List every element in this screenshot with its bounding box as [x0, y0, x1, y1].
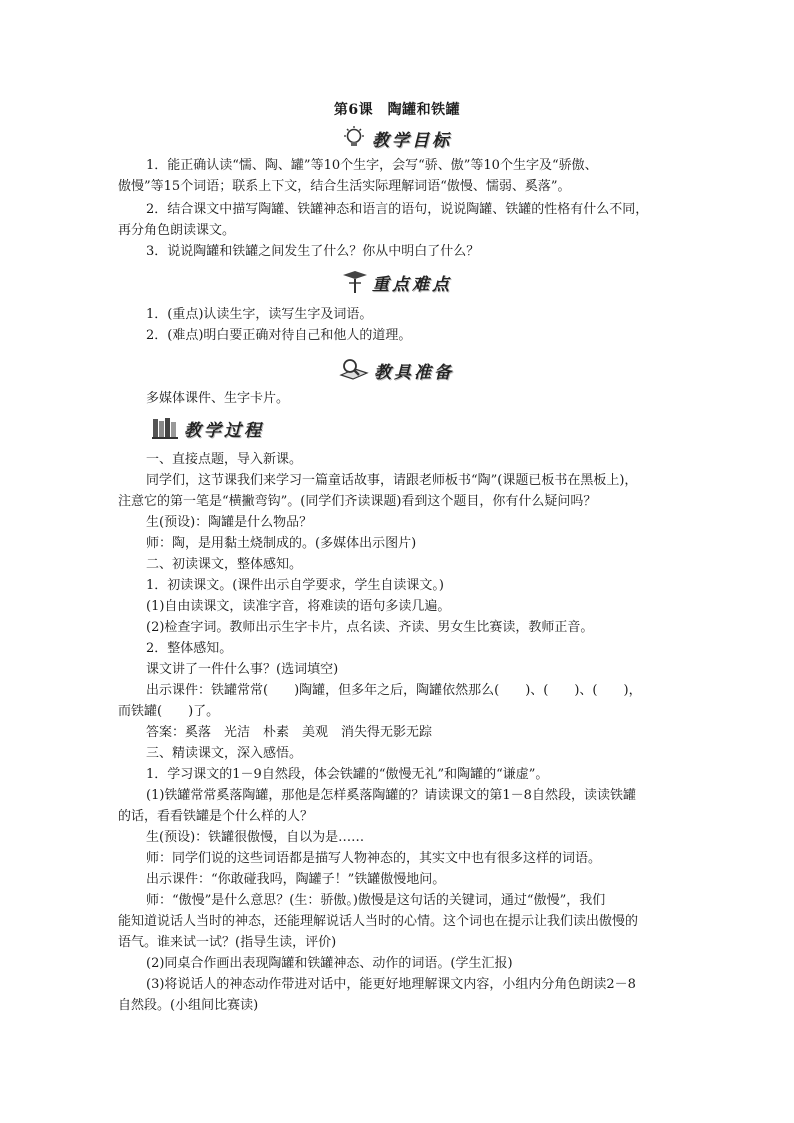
section-header-prep — [336, 356, 454, 384]
text-line: 出示课件：“你敢碰我吗，陶罐子！”铁罐傲慢地问。 — [146, 872, 446, 887]
text-line: 生(预设)：陶罐是什么物品？ — [146, 515, 313, 530]
text-line: 的话，看看铁罐是个什么样的人？ — [118, 809, 314, 824]
text-line: 出示课件：铁罐常常( )陶罐，但多年之后，陶罐依然那么( )、( )、( )， — [146, 683, 642, 698]
text-line: (1)自由读课文，读准字音，将难读的语句多读几遍。 — [146, 599, 451, 614]
text-line: 能知道说话人当时的神态，还能理解说话人当时的心情。这个词也在提示让我们读出傲慢的 — [118, 914, 639, 929]
text-line: 师：“傲慢”是什么意思？(生：骄傲。)傲慢是这句话的关键词，通过“傲慢”，我们 — [146, 893, 606, 908]
text-line: 三、精读课文，深入感悟。 — [146, 746, 303, 761]
text-line: 自然段。(小组间比赛读) — [118, 998, 259, 1013]
text-line: 一、直接点题，导入新课。 — [146, 452, 303, 467]
text-line: 3．说说陶罐和铁罐之间发生了什么？你从中明白了什么？ — [146, 244, 480, 259]
lightbulb-icon — [340, 125, 370, 151]
text-line: 再分角色朗读课文。 — [118, 223, 236, 238]
section-label: 重点难点 — [372, 274, 452, 295]
text-line: 课文讲了一件什么事？(选词填空) — [146, 662, 339, 677]
lesson-title: 第6课 陶罐和铁罐 — [333, 102, 461, 118]
section-header-process — [148, 414, 264, 442]
books-icon — [148, 415, 182, 441]
text-line: 师：陶，是用黏土烧制成的。(多媒体出示图片) — [146, 536, 417, 551]
text-line: 1．能正确认读“懦、陶、罐”等10个生字，会写“骄、傲”等10个生字及“骄傲、 — [146, 158, 598, 173]
text-line: (2)同桌合作画出表现陶罐和铁罐神态、动作的词语。(学生汇报) — [146, 956, 513, 971]
text-line: 答案：奚落 光洁 朴素 美观 消失得无影无踪 — [146, 725, 433, 740]
text-line: (2)检查字词。教师出示生字卡片，点名读、齐读、男女生比赛读，教师正音。 — [146, 620, 594, 635]
text-line: 语气。谁来试一试？(指导生读，评价) — [118, 935, 337, 950]
text-line: 1．(重点)认读生字，读写生字及词语。 — [146, 307, 373, 322]
text-line: 生(预设)：铁罐很傲慢，自以为是…… — [146, 830, 365, 845]
text-line: 二、初读课文，整体感知。 — [146, 557, 303, 572]
text-line: 而铁罐( )了。 — [118, 704, 220, 719]
section-header-goals — [340, 124, 452, 152]
text-line: 2．结合课文中描写陶罐、铁罐神态和语言的语句，说说陶罐、铁罐的性格有什么不同， — [146, 202, 649, 217]
text-line: 1．学习课文的1－9自然段，体会铁罐的“傲慢无礼”和陶罐的“谦虚”。 — [146, 767, 549, 782]
text-line: 同学们，这节课我们来学习一篇童话故事，请跟老师板书“陶”(课题已板书在黑板上)， — [146, 473, 638, 488]
text-line: 注意它的第一笔是“横撇弯钩”。(同学们齐读课题)看到这个题目，你有什么疑问吗？ — [118, 494, 597, 509]
book-magnifier-icon — [336, 357, 372, 383]
pin-icon — [340, 269, 370, 295]
text-line: 傲慢”等15个词语；联系上下文，结合生活实际理解词语“傲慢、懦弱、奚落”。 — [118, 179, 571, 194]
text-line: 多媒体课件、生字卡片。 — [146, 391, 290, 406]
text-line: 师：同学们说的这些词语都是描写人物神态的，其实文中也有很多这样的词语。 — [146, 851, 602, 866]
section-label: 教学目标 — [372, 130, 452, 151]
text-line: (1)铁罐常常奚落陶罐，那他是怎样奚落陶罐的？请读课文的第1－8自然段，读读铁罐 — [146, 788, 636, 803]
text-line: (3)将说话人的神态动作带进对话中，能更好地理解课文内容，小组内分角色朗读2－8 — [146, 977, 636, 992]
text-line: 2．整体感知。 — [146, 641, 233, 656]
text-line: 2．(难点)明白要正确对待自己和他人的道理。 — [146, 328, 412, 343]
text-line: 1．初读课文。(课件出示自学要求，学生自读课文。) — [146, 578, 444, 593]
section-header-keypoints — [340, 268, 452, 296]
section-label: 教学过程 — [184, 420, 264, 441]
section-label: 教具准备 — [374, 362, 454, 383]
